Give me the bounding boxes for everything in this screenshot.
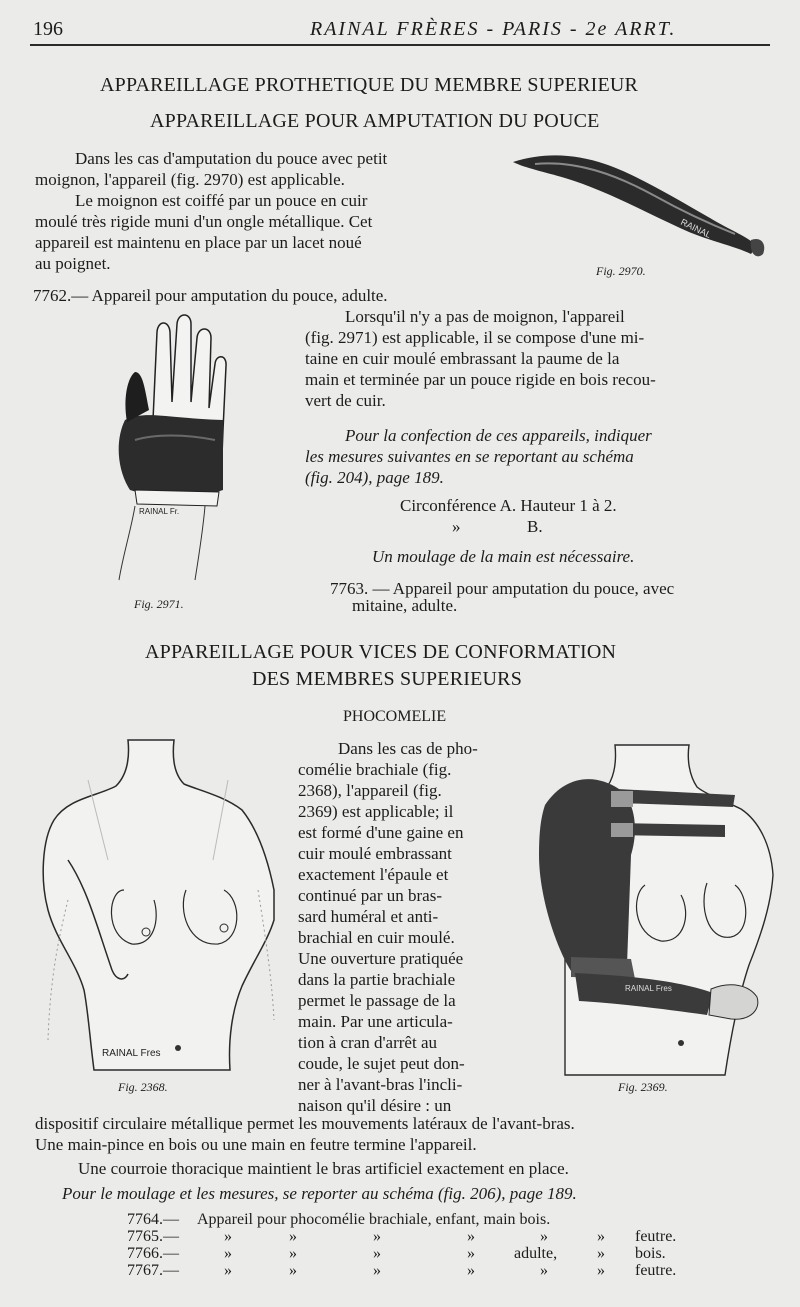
- item-row: [127, 1245, 727, 1262]
- ditto-mark: »: [373, 1228, 381, 1245]
- measure-value: B.: [527, 517, 543, 536]
- intro-line: Le moignon est coiffé par un pouce en cuir: [75, 191, 368, 210]
- running-title: RAINAL FRÈRES - PARIS - 2e ARRT.: [310, 18, 677, 40]
- column-line: ner à l'avant-bras l'incli-: [298, 1075, 463, 1094]
- column-line: Dans les cas de pho-: [338, 739, 478, 758]
- stamp-text: RAINAL Fres: [625, 984, 672, 993]
- instruction-line: (fig. 204), page 189.: [305, 468, 444, 487]
- column-line: comélie brachiale (fig.: [298, 760, 452, 779]
- section-subtitle-thumb: APPAREILLAGE POUR AMPUTATION DU POUCE: [150, 110, 600, 132]
- paragraph-line: Lorsqu'il n'y a pas de moignon, l'appareil: [345, 307, 625, 326]
- ditto-mark: »: [289, 1245, 297, 1262]
- stamp-text: RAINAL Fr.: [139, 507, 180, 516]
- subsection-phocomelie: PHOCOMELIE: [343, 708, 447, 725]
- column-line: cuir moulé embrassant: [298, 844, 452, 863]
- item-row: [127, 1211, 727, 1228]
- column-line: dans la partie brachiale: [298, 970, 456, 989]
- item-row: [127, 1228, 727, 1245]
- paragraph-line: taine en cuir moulé embrassant la paume de la: [305, 349, 620, 368]
- ditto-mark: »: [467, 1262, 475, 1279]
- ditto-mark: »: [224, 1245, 232, 1262]
- item-number: 7766.—: [127, 1245, 179, 1262]
- column-line: sard huméral et anti-: [298, 907, 439, 926]
- item-list: [127, 1211, 727, 1279]
- intro-line: moignon, l'appareil (fig. 2970) est applicable.: [35, 170, 345, 189]
- column-line: Une ouverture pratiquée: [298, 949, 464, 968]
- item-number: 7767.—: [127, 1262, 179, 1279]
- column-line: 2369) est applicable; il: [298, 802, 454, 821]
- ditto-mark: »: [467, 1245, 475, 1262]
- mitten-hand-illustration: [105, 310, 235, 590]
- ditto-mark: »: [467, 1228, 475, 1245]
- torso-illustration: [28, 740, 278, 1070]
- item-desc: Appareil pour phocomélie brachiale, enfant, main bois.: [197, 1211, 551, 1228]
- figure-caption: Fig. 2369.: [618, 1080, 668, 1094]
- column-line: est formé d'une gaine en: [298, 823, 464, 842]
- ditto-mark: »: [597, 1245, 605, 1262]
- measure-ditto: »: [452, 517, 461, 536]
- figure-caption: Fig. 2368.: [118, 1080, 168, 1094]
- thumb-prosthesis-illustration: [505, 150, 775, 260]
- arm-prosthesis-illustration: [535, 745, 780, 1075]
- item-number: 7764.—: [127, 1211, 179, 1228]
- intro-line: appareil est maintenu en place par un lacet noué: [35, 233, 362, 252]
- instruction-line: les mesures suivantes en se reportant au schéma: [305, 447, 634, 466]
- column-line: main. Par une articula-: [298, 1012, 453, 1031]
- paragraph-line: vert de cuir.: [305, 391, 386, 410]
- item-row: [127, 1262, 727, 1279]
- item-variant: feutre.: [635, 1262, 677, 1279]
- reference-note: Pour le moulage et les mesures, se reporter au schéma (fig. 206), page 189.: [62, 1184, 577, 1203]
- ditto-mark: »: [597, 1228, 605, 1245]
- stamp-text: RAINAL: [679, 216, 713, 241]
- intro-line: moulé très rigide muni d'un ongle métallique. Cet: [35, 212, 373, 231]
- item-number: 7765.—: [127, 1228, 179, 1245]
- ditto-mark: »: [373, 1262, 381, 1279]
- ditto-mark: »: [540, 1228, 548, 1245]
- measure-line: Circonférence A. Hauteur 1 à 2.: [400, 496, 617, 515]
- ditto-mark: »: [289, 1228, 297, 1245]
- column-line: brachial en cuir moulé.: [298, 928, 455, 947]
- column-line: coude, le sujet peut don-: [298, 1054, 465, 1073]
- header-rule: [30, 44, 770, 46]
- section-title-prosthetic: APPAREILLAGE PROTHETIQUE DU MEMBRE SUPERIEUR: [100, 74, 639, 96]
- catalog-item-7762: 7762.— Appareil pour amputation du pouce, adulte.: [33, 286, 388, 305]
- instruction-line: Pour la confection de ces appareils, indiquer: [345, 426, 652, 445]
- column-line: exactement l'épaule et: [298, 865, 449, 884]
- figure-caption: Fig. 2971.: [134, 597, 184, 611]
- column-line: 2368), l'appareil (fig.: [298, 781, 442, 800]
- stamp-text: RAINAL Fres: [102, 1048, 161, 1059]
- ditto-mark: »: [597, 1262, 605, 1279]
- ditto-mark: »: [224, 1228, 232, 1245]
- item-variant: bois.: [635, 1245, 666, 1262]
- intro-line: au poignet.: [35, 254, 111, 273]
- item-variant: feutre.: [635, 1228, 677, 1245]
- ditto-mark: »: [289, 1262, 297, 1279]
- page-number: 196: [33, 18, 63, 40]
- paragraph-line: Une courroie thoracique maintient le bras artificiel exactement en place.: [78, 1159, 569, 1178]
- item-size: adulte,: [514, 1245, 558, 1262]
- intro-line: Dans les cas d'amputation du pouce avec petit: [75, 149, 388, 168]
- paragraph-line: dispositif circulaire métallique permet les mouvements latéraux de l'avant-bras.: [35, 1114, 575, 1133]
- paragraph-line: (fig. 2971) est applicable, il se compose d'une mi-: [305, 328, 645, 347]
- ditto-mark: »: [373, 1245, 381, 1262]
- ditto-mark: »: [224, 1262, 232, 1279]
- column-line: tion à cran d'arrêt au: [298, 1033, 437, 1052]
- catalog-item-7763-cont: mitaine, adulte.: [352, 596, 458, 615]
- moulage-note: Un moulage de la main est nécessaire.: [372, 547, 635, 566]
- column-line: naison qu'il désire : un: [298, 1096, 452, 1115]
- catalog-item-7763: 7763. — Appareil pour amputation du pouce, avec: [330, 579, 675, 598]
- section-title-malformation-2: DES MEMBRES SUPERIEURS: [252, 668, 523, 690]
- figure-caption: Fig. 2970.: [596, 264, 646, 278]
- paragraph-line: Une main-pince en bois ou une main en feutre termine l'appareil.: [35, 1135, 477, 1154]
- section-title-malformation: APPAREILLAGE POUR VICES DE CONFORMATION: [145, 641, 617, 663]
- column-line: permet le passage de la: [298, 991, 456, 1010]
- paragraph-line: main et terminée par un pouce rigide en bois recou-: [305, 370, 656, 389]
- column-line: continué par un bras-: [298, 886, 442, 905]
- ditto-mark: »: [540, 1262, 548, 1279]
